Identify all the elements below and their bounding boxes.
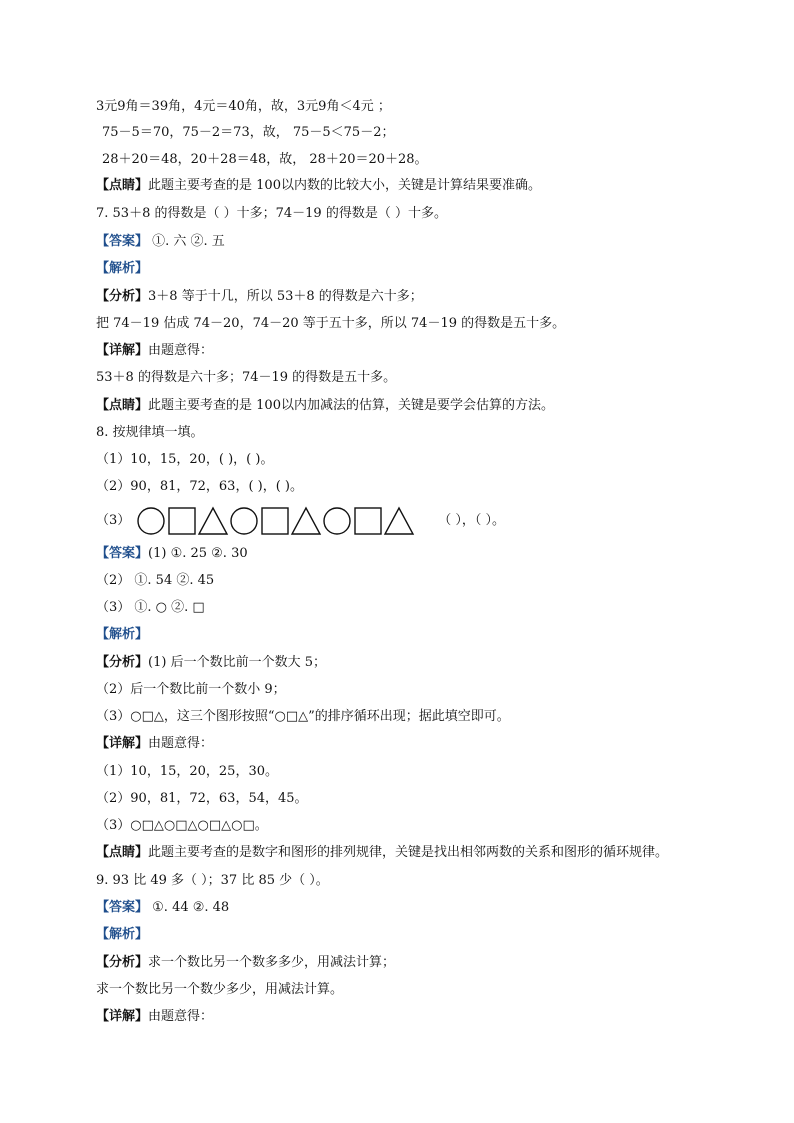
text-line: （2）90，81，72，63，( )，( )。 <box>96 479 303 494</box>
detail-text: 由题意得： <box>148 1009 214 1024</box>
text-line: （3）○□△○□△○□△○□。 <box>96 818 268 833</box>
question-7: 7. 53＋8 的得数是（ ）十多；74－19 的得数是（ ）十多。 <box>96 206 447 221</box>
answer-label: 【答案】 <box>96 546 149 561</box>
comment-text: 此题主要考查的是 100以内加减法的估算，关键是要学会估算的方法。 <box>148 398 554 413</box>
triangle-shape <box>385 508 413 534</box>
detail-line <box>96 340 213 362</box>
square-shape <box>169 508 195 534</box>
circle-shape <box>231 508 257 534</box>
analysis-text: (1) 后一个数比前一个数大 5； <box>148 655 326 670</box>
analysis-tag: 【分析】 <box>96 955 149 970</box>
question-8: 8. 按规律填一填。 <box>96 425 204 440</box>
detail-text: 由题意得： <box>148 736 214 751</box>
answer-text: ①. 六 ②. 五 <box>148 234 225 249</box>
circle-shape <box>138 508 164 534</box>
analysis-text: 求一个数比另一个数多多少，用减法计算； <box>148 955 396 970</box>
text-line: （2）90，81，72，63，54，45。 <box>96 791 308 806</box>
analysis-line <box>96 652 326 674</box>
answer-line <box>96 231 225 253</box>
analysis-label: 【解析】 <box>96 927 149 942</box>
circle-shape <box>324 508 350 534</box>
detail-tag: 【详解】 <box>96 343 149 358</box>
square-shape <box>262 508 288 534</box>
text-line: （1）10，15，20，25，30。 <box>96 764 278 779</box>
text-line: （3）○□△，这三个图形按照“○□△”的排序循环出现；据此填空即可。 <box>96 709 510 724</box>
detail-text: 由题意得： <box>148 343 214 358</box>
comment-label: 【点睛】 <box>96 178 149 193</box>
detail-line <box>96 1006 213 1028</box>
text-line: （3） ①. ○ ②. □ <box>96 600 205 615</box>
comment-text: 此题主要考查的是数字和图形的排列规律，关键是找出相邻两数的关系和图形的循环规律。 <box>148 845 669 860</box>
comment-text: 此题主要考查的是 100以内数的比较大小，关键是计算结果要准确。 <box>148 178 541 193</box>
analysis-tag: 【分析】 <box>96 289 149 304</box>
text-line: （1）10，15，20，( )，( )。 <box>96 452 274 467</box>
analysis-label: 【解析】 <box>96 261 149 276</box>
answer-line <box>96 543 248 565</box>
comment-line <box>96 395 554 417</box>
analysis-tag: 【分析】 <box>96 655 149 670</box>
text-line: 求一个数比另一个数少多少，用减法计算。 <box>96 982 344 997</box>
triangle-shape <box>292 508 320 534</box>
blank-slots: （ ），（ ）。 <box>438 513 506 528</box>
item-prefix: （3） <box>96 513 131 528</box>
text-line: 75－5＝70，75－2＝73，故， 75－5＜75－2； <box>102 125 395 140</box>
text-line: 把 74－19 估成 74－20，74－20 等于五十多，所以 74－19 的得数是五十多。 <box>96 316 566 331</box>
analysis-line <box>96 286 423 308</box>
comment-label: 【点睛】 <box>96 845 149 860</box>
text-line: 3元9角＝39角，4元＝40角，故，3元9角＜4元 ； <box>96 99 391 114</box>
analysis-line <box>96 952 395 974</box>
text-line: （2）后一个数比前一个数小 9； <box>96 682 286 697</box>
detail-line <box>96 733 213 755</box>
analysis-text: 3＋8 等于十几，所以 53＋8 的得数是六十多； <box>148 289 423 304</box>
answer-label: 【答案】 <box>96 900 149 915</box>
detail-tag: 【详解】 <box>96 736 149 751</box>
shape-sequence <box>136 506 424 536</box>
analysis-label: 【解析】 <box>96 627 149 642</box>
shape-pattern-line <box>96 506 505 536</box>
comment-line <box>96 842 668 864</box>
triangle-shape <box>199 508 227 534</box>
comment-label: 【点睛】 <box>96 398 149 413</box>
question-9: 9. 93 比 49 多（ ）；37 比 85 少（ ）。 <box>96 873 329 888</box>
text-line: 53＋8 的得数是六十多；74－19 的得数是五十多。 <box>96 370 397 385</box>
answer-label: 【答案】 <box>96 234 149 249</box>
answer-text: ①. 44 ②. 48 <box>148 900 230 915</box>
answer-text: (1) ①. 25 ②. 30 <box>148 546 248 561</box>
text-line: 28＋20＝48，20＋28＝48，故， 28＋20＝20＋28。 <box>102 152 428 167</box>
text-line: （2） ①. 54 ②. 45 <box>96 573 215 588</box>
detail-tag: 【详解】 <box>96 1009 149 1024</box>
answer-line <box>96 897 229 919</box>
comment-line <box>96 175 541 197</box>
square-shape <box>355 508 381 534</box>
